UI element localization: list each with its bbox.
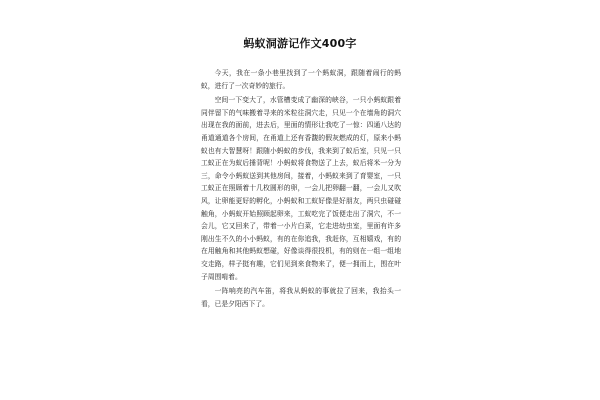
paragraph-intro: 今天，我在一条小巷里找到了一个蚂蚁洞，跟随着闹行的蚂蚁，进行了一次奇妙的旅行。 bbox=[201, 69, 401, 90]
paragraph-main: 空间一下变大了，水管槽变成了幽深的峡谷，一只小蚂蚁跟着同伴留下的气味搬着寻来的米粒往洞穴走，只见一个在墙角的洞穴出现在我的面前，进去后，里面的情形让我吃了一惊：四通八达的甬道通道各个房间，在甬道上还有香馥的假灰燃成的灯，原来小蚂蚁也有大智慧呀！跟随小蚂蚁的步伐，我来到了蚁后室，只见一只工蚁正在为蚁后捶背呢！小蚂蚁将食物送了上去，蚁后将米一分为三，命令小蚂蚁送到其他房间，接着，小蚂蚁来到了育婴室，一只工蚁正在照顾着十几枚圆形的卵，一会儿把卵翻一翻，一会儿又吹风，让卵能更好的孵化，小蚂蚁和工蚁好像是好朋友，两只虫碰碰触角，小蚂蚁开始照顾起卵来，工蚁吃完了饭便走出了洞穴，不一会儿，它又回来了，带着一小片白菜，它走进幼虫室，里面有许多刚出生不久的小小蚂蚁，有的在你追我，我赶你，互相嬉戏，有的在用触角和其他蚂蚁想碰，好像谈得很投机，有的则在一组一组地交走路，样子挺有趣，它们见到来食物来了，便一拥而上，围在叶子周围啃着。 bbox=[201, 96, 401, 281]
document-body bbox=[201, 67, 401, 312]
paragraph-ending: 一阵响亮的汽车笛，将我从蚂蚁的事就拉了回来，我抬头一看，已是夕阳西下了。 bbox=[201, 287, 401, 308]
document-title: 蚂蚁洞游记作文400字 bbox=[243, 37, 357, 50]
